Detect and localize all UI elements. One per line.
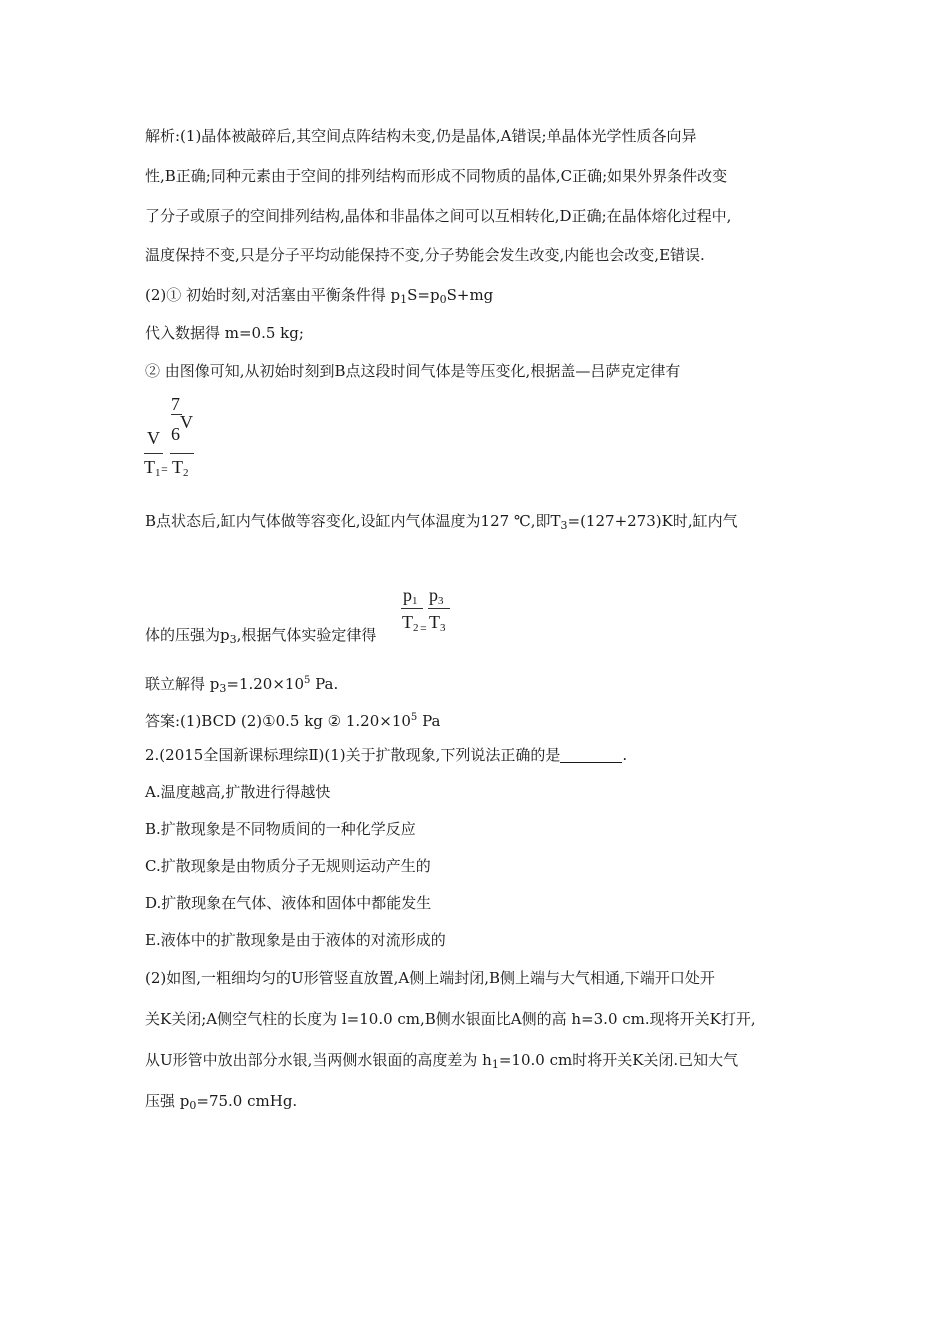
text-line: 代入数据得 m=0.5 kg; bbox=[145, 324, 304, 342]
eq2-numerator-left: $p_1$ bbox=[403, 585, 418, 607]
eq2-equals: = bbox=[420, 621, 427, 635]
text-line: 关K关闭;A侧空气柱的长度为 l=10.0 cm,B侧水银面比A侧的高 h=3.0 cm.现将开关K打开, bbox=[145, 1010, 756, 1028]
option-c: C.扩散现象是由物质分子无规则运动产生的 bbox=[145, 857, 431, 875]
option-d: D.扩散现象在气体、液体和固体中都能发生 bbox=[145, 894, 432, 912]
eq2-numerator-right: $p_3$ bbox=[429, 585, 444, 607]
question-title: 2.(2015全国新课标理综Ⅱ)(1)关于扩散现象,下列说法正确的是 . bbox=[145, 746, 628, 764]
text-line: 体的压强为$p_3$,根据气体实验定律得 bbox=[145, 626, 377, 646]
fraction-bar bbox=[170, 453, 194, 454]
eq2-denominator-right: $T_3$ bbox=[429, 612, 446, 634]
option-a: A.温度越高,扩散进行得越快 bbox=[145, 783, 331, 801]
text-line: 从U形管中放出部分水银,当两侧水银面的高度差为 $h_1=10.0$ cm时将开关K关闭.已知大气 bbox=[145, 1051, 739, 1071]
option-e: E.液体中的扩散现象是由于液体的对流形成的 bbox=[145, 931, 446, 949]
fraction-bar bbox=[401, 608, 423, 609]
text-line: 温度保持不变,只是分子平均动能保持不变,分子势能会发生改变,内能也会改变,E错误. bbox=[145, 246, 705, 264]
eq1-denominator-right: $T_2$ bbox=[172, 457, 189, 479]
eq1-numerator-left: V bbox=[147, 428, 160, 448]
option-b: B.扩散现象是不同物质间的一种化学反应 bbox=[145, 820, 416, 838]
text-line: 联立解得 $p_3=1.20\times 10^5$ Pa. bbox=[145, 675, 339, 695]
text-line: 压强 $p_0=75.0$ cmHg. bbox=[145, 1092, 298, 1112]
eq1-seven: 7 bbox=[171, 394, 180, 414]
eq1-equals: = bbox=[161, 462, 168, 476]
eq1-numerator-v: V bbox=[180, 412, 193, 432]
answer-blank bbox=[560, 748, 622, 763]
text-line: (2)如图,一粗细均匀的U形管竖直放置,A侧上端封闭,B侧上端与大气相通,下端开口处开 bbox=[145, 969, 715, 987]
fraction-bar bbox=[144, 453, 163, 454]
eq1-denominator-left: $T_1$ bbox=[144, 457, 161, 479]
text-line: 解析:(1)晶体被敲碎后,其空间点阵结构未变,仍是晶体,A错误;单晶体光学性质各向异 bbox=[145, 127, 697, 145]
eq2-denominator-left: $T_2$ bbox=[402, 612, 419, 634]
text-line: 性,B正确;同种元素由于空间的排列结构而形成不同物质的晶体,C正确;如果外界条件改变 bbox=[145, 167, 728, 185]
fraction-bar bbox=[428, 608, 450, 609]
text-line: ② 由图像可知,从初始时刻到B点这段时间气体是等压变化,根据盖—吕萨克定律有 bbox=[145, 362, 681, 380]
answer-line: 答案:(1)BCD (2)①0.5 kg ② $1.20\times 10^5$ Pa bbox=[145, 712, 441, 730]
text-line: (2)① 初始时刻,对活塞由平衡条件得 $p_1S=p_0S+mg$ bbox=[145, 286, 494, 306]
text-line: B点状态后,缸内气体做等容变化,设缸内气体温度为127 ℃,即$T_3=(127+273)K$时,缸内气 bbox=[145, 512, 738, 532]
eq1-six: 6 bbox=[171, 424, 180, 444]
text-line: 了分子或原子的空间排列结构,晶体和非晶体之间可以互相转化,D正确;在晶体熔化过程中, bbox=[145, 207, 732, 225]
